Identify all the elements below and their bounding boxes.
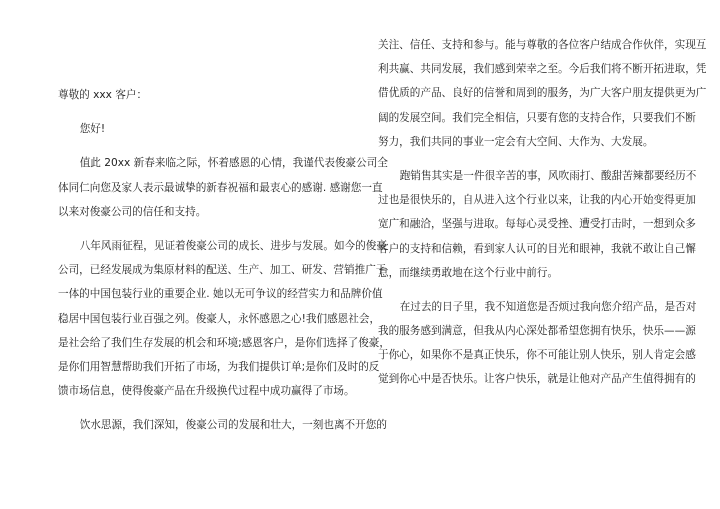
text-line: 努力，我们共同的事业一定会有大空间、大作为、大发展。 xyxy=(378,135,654,148)
text-line: 在过去的日子里，我不知道您是否烦过我向您介绍产品，是否对 xyxy=(399,300,697,313)
paragraph xyxy=(378,169,697,290)
text-line: 利共赢、共同发展，我们感到荣幸之至。今后我们将不断开拓进取，凭 xyxy=(378,63,707,76)
text-line: 是你们用智慧帮助我们开拓了市场，为我们提供订单;是你们及时的反 xyxy=(58,360,380,373)
text-line: 我的服务感到满意，但我从内心深处都希望您拥有快乐，快乐——源 xyxy=(378,325,696,338)
text-line: 您好! xyxy=(79,123,106,136)
text-line: 觉到你心中是否快乐。让客户快乐，就是让他对产品产生值得拥有的 xyxy=(378,373,696,386)
paragraph xyxy=(58,418,387,442)
text-line: 尊敬的 xxx 客户： xyxy=(58,89,148,101)
paragraph-gap xyxy=(58,146,330,156)
text-line: 跑销售其实是一件很辛苦的事，风吹雨打、酸甜苦辣都要经历不 xyxy=(399,169,697,182)
text-line: 值此 20xx 新春来临之际，怀着感恩的心情，我谨代表俊豪公司全 xyxy=(79,157,388,170)
text-line: 体同仁向您及家人表示最诚挚的新春祝福和最衷心的感谢. 感谢您一直 xyxy=(58,181,383,194)
paragraph xyxy=(58,156,388,229)
text-line: 馈市场信息，使得俊豪产品在升级换代过程中成功赢得了市场。 xyxy=(58,385,355,398)
paragraph-gap xyxy=(378,159,672,169)
text-line: 以来对俊豪公司的信任和支持。 xyxy=(58,205,207,218)
paragraph-gap xyxy=(58,229,330,239)
text-line: 一体的中国包装行业的重要企业. 她以无可争议的经营实力和品牌价值 xyxy=(58,288,383,301)
text-line: 怠，而继续勇敢地在这个行业中前行。 xyxy=(378,266,559,279)
text-line: 宽广和融洽，坚强与进取。每每心灵受挫、遭受打击时，一想到众多 xyxy=(378,218,696,231)
text-line: 阔的发展空间。我们完全相信，只要有您的支持合作，只要我们不断 xyxy=(378,111,696,124)
paragraph-gap xyxy=(58,112,330,122)
paragraph-gap xyxy=(378,290,672,300)
text-line: 客户的支持和信赖，看到家人认可的目光和眼神，我就不敢让自己懈 xyxy=(378,242,696,255)
paragraph xyxy=(58,88,330,112)
text-line: 八年风雨征程，见证着俊豪公司的成长、进步与发展。如今的俊豪 xyxy=(79,239,387,252)
text-line: 过也是很快乐的，自从进入这个行业以来，让我的内心开始变得更加 xyxy=(378,194,696,207)
right-page xyxy=(378,38,707,397)
left-page xyxy=(58,88,390,442)
paragraph-gap xyxy=(58,408,330,418)
text-line: 借优质的产品、良好的信誉和周到的服务，为广大客户朋友提供更为广 xyxy=(378,87,707,100)
text-line: 饮水思源，我们深知，俊豪公司的发展和壮大，一刻也离不开您的 xyxy=(79,419,387,432)
paragraph xyxy=(378,38,707,159)
text-line: 稳居中国包装行业百强之列。俊豪人，永怀感恩之心!我们感恩社会， xyxy=(58,312,381,325)
text-line: 关注、信任、支持和参与。能与尊敬的各位客户结成合作伙伴，实现互 xyxy=(378,39,707,51)
paragraph xyxy=(58,122,330,146)
paragraph xyxy=(378,300,697,397)
text-line: 于你心，如果你不是真正快乐，你不可能让别人快乐，别人肯定会感 xyxy=(378,349,696,362)
text-line: 公司，已经发展成为集原材料的配送、生产、加工、研发、营销推广于 xyxy=(58,264,387,277)
text-line: 是社会给了我们生存发展的机会和环境;感恩客户，是你们选择了俊豪， xyxy=(58,336,390,349)
paragraph xyxy=(58,239,390,408)
